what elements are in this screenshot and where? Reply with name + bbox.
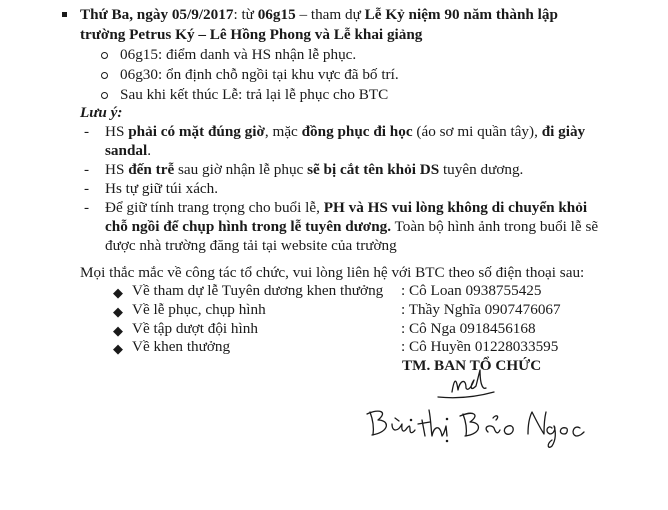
square-bullet-icon (62, 12, 67, 17)
note-emphasis: phải có mặt đúng giờ (128, 123, 265, 140)
event-subitem: 06g30: ổn định chỗ ngồi tại khu vực đã bố trí. (120, 66, 399, 83)
contact-value: : Cô Huyền 01228033595 (401, 338, 559, 355)
notes-title: Lưu ý: (80, 104, 123, 121)
note-emphasis: sandal (105, 142, 148, 159)
event-time: 06g15 (257, 6, 296, 23)
note-emphasis: chỗ ngồi để chụp hình trong lễ tuyên dương. (105, 218, 392, 235)
circle-bullet-icon (101, 72, 108, 79)
note-1-line-1 (105, 122, 585, 141)
contact-value: : Cô Nga 0918456168 (401, 320, 536, 337)
circle-bullet-icon (101, 92, 108, 99)
dash-bullet: - (84, 199, 90, 216)
contact-label: Về lễ phục, chụp hình (132, 301, 266, 318)
dash-bullet: - (84, 123, 90, 140)
event-line-2 (80, 25, 422, 44)
note-1-line-2 (105, 141, 151, 160)
note-text: sau giờ nhận lễ phục (174, 161, 308, 178)
contact-label: Về tham dự lễ Tuyên dương khen thưởng (132, 282, 384, 299)
diamond-bullet-icon: ◆ (113, 323, 123, 338)
note-4-line-2 (105, 217, 598, 236)
note-text: HS (105, 161, 129, 178)
note-text: (áo sơ mi quần tây), (412, 123, 542, 140)
note-emphasis: đến trễ (128, 161, 175, 178)
note-4-line-1 (105, 198, 587, 217)
dash-bullet: - (84, 161, 90, 178)
note-text: Toàn bộ hình ảnh trong buổi lễ sẽ (391, 218, 599, 235)
event-name: Lễ Kỷ niệm 90 năm thành lập (364, 6, 558, 23)
note-emphasis: PH và HS vui lòng không di chuyển khỏi (323, 199, 588, 216)
note-emphasis: đồng phục đi học (301, 123, 413, 140)
contact-value: : Cô Loan 0938755425 (401, 282, 542, 299)
dash-bullet: - (84, 180, 90, 197)
contact-value: : Thầy Nghĩa 0907476067 (401, 301, 561, 318)
note-text: tuyên dương. (439, 161, 524, 178)
note-3: Hs tự giữ túi xách. (105, 180, 219, 197)
note-emphasis: sẽ bị cắt tên khỏi DS (307, 161, 440, 178)
event-line-1 (80, 5, 558, 24)
contact-label: Về khen thưởng (132, 338, 231, 355)
diamond-bullet-icon: ◆ (113, 285, 123, 300)
diamond-bullet-icon: ◆ (113, 304, 123, 319)
event-subitem: 06g15: điểm danh và HS nhận lễ phục. (120, 46, 357, 63)
event-date: Thứ Ba, ngày 05/9/2017 (80, 6, 234, 23)
note-text: . (147, 142, 152, 159)
circle-bullet-icon (101, 52, 108, 59)
note-text: Để giữ tính trang trọng cho buổi lễ, (105, 199, 324, 216)
note-4-line-3: được nhà trường đăng tải tại website của trường (105, 237, 397, 254)
contact-intro: Mọi thắc mắc về công tác tổ chức, vui lòng liên hệ với BTC theo số điện thoại sau: (80, 264, 585, 281)
note-2 (105, 160, 523, 179)
note-text: , mặc (264, 123, 302, 140)
contact-label: Về tập dượt đội hình (132, 320, 258, 337)
event-name-continued: trường Petrus Ký – Lê Hồng Phong và Lễ khai giảng (80, 26, 423, 43)
event-text: – tham dự (295, 6, 365, 23)
event-text: : từ (233, 6, 258, 23)
signature-title: TM. BAN TỔ CHỨC (402, 357, 542, 374)
diamond-bullet-icon: ◆ (113, 341, 123, 356)
note-text: HS (105, 123, 129, 140)
note-emphasis: đi giày (541, 123, 586, 140)
event-subitem: Sau khi kết thúc Lễ: trả lại lễ phục cho BTC (120, 86, 389, 103)
